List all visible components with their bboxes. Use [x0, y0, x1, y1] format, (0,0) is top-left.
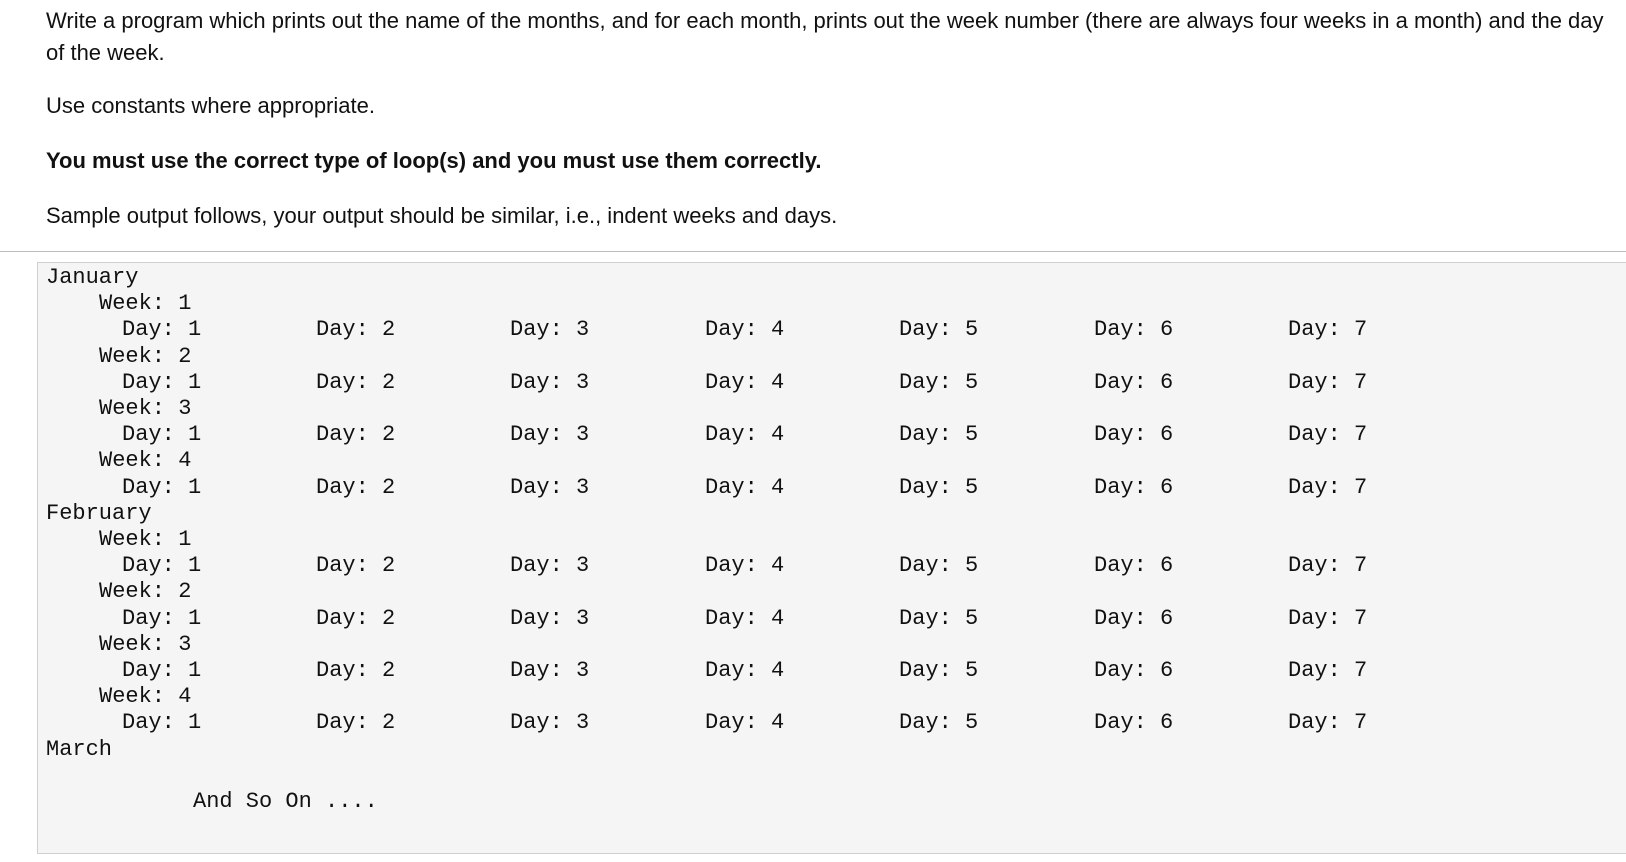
- instructions-intro: Write a program which prints out the name of the months, and for each month, prints out the week number (there are always four weeks in a month) and the day of the week.: [46, 8, 1604, 65]
- day-entry: Day: 3: [510, 658, 590, 683]
- week-label: Week: 1: [99, 291, 192, 317]
- day-entry: Day: 1: [122, 317, 202, 343]
- day-entry: Day: 4: [705, 474, 785, 500]
- day-row: [38, 605, 1598, 632]
- day-row: [38, 316, 1598, 343]
- day-entry: Day: 6: [1094, 422, 1174, 448]
- day-entry: Day: 6: [1094, 710, 1174, 736]
- day-entry: Day: 4: [705, 369, 785, 395]
- day-entry: Day: 6: [1094, 474, 1174, 500]
- day-entry: Day: 1: [122, 369, 202, 395]
- day-entry: Day: 2: [316, 605, 396, 631]
- day-row: [38, 421, 1598, 448]
- instructions-constants: Use constants where appropriate.: [46, 93, 375, 118]
- week-label: Week: 2: [99, 343, 192, 369]
- day-entry: Day: 3: [510, 605, 590, 631]
- day-entry: Day: 3: [510, 369, 590, 395]
- day-entry: Day: 6: [1094, 317, 1174, 343]
- day-entry: Day: 3: [510, 474, 590, 500]
- day-entry: Day: 7: [1288, 710, 1368, 736]
- day-entry: Day: 4: [705, 422, 785, 448]
- month-name: January: [46, 265, 139, 290]
- month-name: February: [46, 500, 152, 526]
- day-entry: Day: 1: [122, 422, 202, 448]
- day-entry: Day: 5: [899, 658, 979, 683]
- day-entry: Day: 7: [1288, 553, 1368, 579]
- day-entry: Day: 6: [1094, 553, 1174, 579]
- instructions-sample-note: Sample output follows, your output should be similar, i.e., indent weeks and days.: [46, 203, 838, 228]
- section-divider: [0, 251, 1626, 252]
- day-entry: Day: 4: [705, 317, 785, 343]
- day-entry: Day: 4: [705, 710, 785, 736]
- day-entry: Day: 6: [1094, 605, 1174, 631]
- day-entry: Day: 6: [1094, 658, 1174, 683]
- sample-output-block: [37, 262, 1626, 854]
- day-entry: Day: 2: [316, 369, 396, 395]
- day-entry: Day: 4: [705, 605, 785, 631]
- day-entry: Day: 5: [899, 553, 979, 579]
- day-entry: Day: 3: [510, 710, 590, 736]
- day-row: [38, 709, 1598, 736]
- day-row: [38, 474, 1598, 501]
- day-entry: Day: 6: [1094, 369, 1174, 395]
- day-entry: Day: 5: [899, 422, 979, 448]
- day-row: [38, 657, 1598, 684]
- day-entry: Day: 2: [316, 474, 396, 500]
- day-entry: Day: 5: [899, 605, 979, 631]
- month-name: March: [46, 736, 113, 762]
- day-entry: Day: 5: [899, 317, 979, 343]
- day-entry: Day: 2: [316, 658, 396, 683]
- day-entry: Day: 4: [705, 658, 785, 683]
- week-label: Week: 2: [99, 579, 192, 605]
- day-entry: Day: 5: [899, 369, 979, 395]
- day-entry: Day: 7: [1288, 658, 1368, 683]
- week-label: Week: 4: [99, 684, 192, 710]
- day-entry: Day: 7: [1288, 422, 1368, 448]
- day-entry: Day: 4: [705, 553, 785, 579]
- day-entry: Day: 7: [1288, 317, 1368, 343]
- week-label: Week: 3: [99, 631, 192, 657]
- day-row: [38, 552, 1598, 579]
- day-entry: Day: 1: [122, 710, 202, 736]
- day-entry: Day: 3: [510, 317, 590, 343]
- day-entry: Day: 2: [316, 422, 396, 448]
- day-entry: Day: 2: [316, 317, 396, 343]
- day-entry: Day: 3: [510, 553, 590, 579]
- day-entry: Day: 1: [122, 605, 202, 631]
- day-row: [38, 369, 1598, 396]
- week-label: Week: 3: [99, 396, 192, 421]
- day-entry: Day: 3: [510, 422, 590, 448]
- day-entry: Day: 7: [1288, 369, 1368, 395]
- day-entry: Day: 5: [899, 474, 979, 500]
- week-label: Week: 1: [99, 527, 192, 552]
- day-entry: Day: 1: [122, 658, 202, 683]
- day-entry: Day: 2: [316, 710, 396, 736]
- week-label: Week: 4: [99, 448, 192, 474]
- instructions-loops-requirement: You must use the correct type of loop(s) and you must use them correctly.: [46, 148, 822, 173]
- day-entry: Day: 7: [1288, 605, 1368, 631]
- day-entry: Day: 1: [122, 553, 202, 579]
- day-entry: Day: 1: [122, 474, 202, 500]
- day-entry: Day: 5: [899, 710, 979, 736]
- day-entry: Day: 2: [316, 553, 396, 579]
- and-so-on-text: And So On ....: [193, 789, 378, 814]
- day-entry: Day: 7: [1288, 474, 1368, 500]
